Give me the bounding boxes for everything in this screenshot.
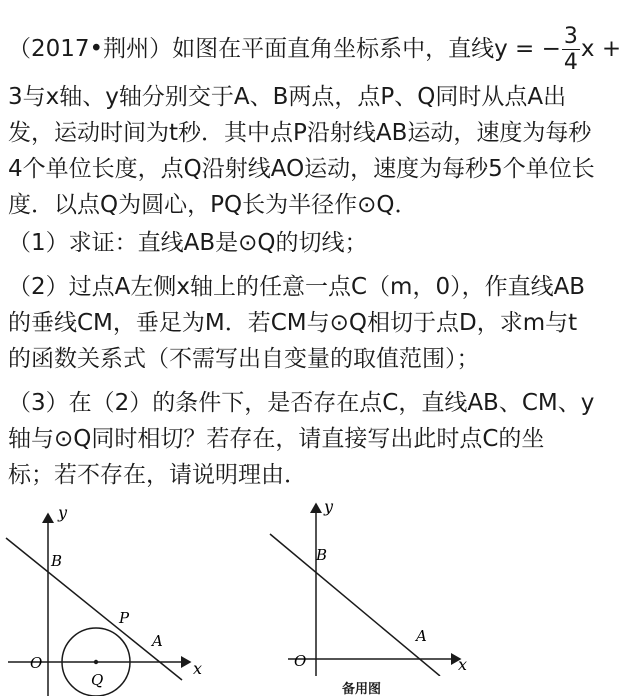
problem-intro-suffix: x + [580,36,622,62]
figure-2 [268,496,488,676]
question-2-line-3: 的函数关系式（不需写出自变量的取值范围）； [8,346,480,372]
problem-line-5: 度．以点Q为圆心，PQ长为半径作⊙Q． [8,192,418,218]
label-b: B [316,546,328,564]
question-3-line-1: （3）在（2）的条件下，是否存在点C，直线AB、CM、y [8,390,595,416]
question-2-line-1: （2）过点A左侧x轴上的任意一点C（m，0），作直线AB [8,274,586,300]
label-o: O [294,652,307,670]
label-y: y [324,497,334,516]
label-a: A [416,627,427,645]
label-o: O [30,654,43,672]
problem-intro-text: （2017•荆州）如图在平面直角坐标系中，直线y = − [8,36,561,62]
problem-line-1 [8,24,634,75]
question-3-line-2: 轴与⊙Q同时相切？若存在，请直接写出此时点C的坐 [8,426,545,452]
fraction-denominator: 4 [563,50,578,75]
figure-2-caption: 备用图 [342,682,382,697]
label-q: Q [91,671,104,689]
label-a: A [152,632,163,650]
question-1: （1）求证：直线AB是⊙Q的切线； [8,230,368,256]
label-y: y [58,503,68,522]
fraction-numerator: 3 [563,24,578,49]
problem-line-4: 4个单位长度，点Q沿射线AO运动，速度为每秒5个单位长 [8,156,595,182]
question-3-line-3: 标；若不存在，请说明理由． [8,462,307,488]
label-x: x [193,659,203,678]
label-b: B [51,552,63,570]
problem-line-2: 3与x轴、y轴分别交于A、B两点，点P、Q同时从点A出 [8,84,567,110]
question-2-line-2: 的垂线CM，垂足为M．若CM与⊙Q相切于点D，求m与t [8,310,578,336]
label-p: P [119,609,130,627]
problem-line-3: 发，运动时间为t秒．其中点P沿射线AB运动，速度为每秒 [8,120,592,146]
point-q [94,660,98,664]
label-x: x [458,655,468,674]
figure-1 [0,500,215,696]
slope-fraction [562,24,580,75]
